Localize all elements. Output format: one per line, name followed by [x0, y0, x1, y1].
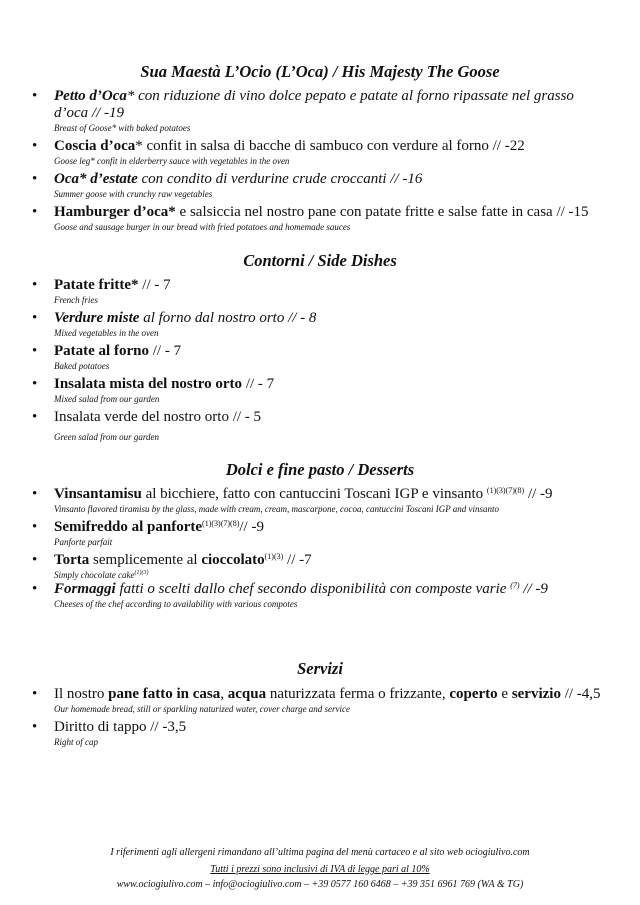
menu-item-formaggi — [32, 581, 594, 610]
bullet-icon: • — [32, 277, 38, 293]
section-title-desserts: Dolci e fine pasto / Desserts — [225, 460, 415, 479]
menu-item-title: Oca* d’estate con condito di verdurine crude croccanti // -16 — [54, 171, 423, 187]
menu-item-title: Torta semplicemente al cioccolato$^{(1)(3)}$ // -7 — [54, 552, 312, 568]
menu-item-patate-fritte — [32, 277, 594, 306]
footer-allergen-note: I riferimenti agli allergeni rimandano all’ultima pagina del menù cartaceo e al sito web ociogiulivo.com — [110, 847, 530, 858]
bullet-icon: • — [32, 310, 38, 326]
menu-item-title: Patate al forno // - 7 — [54, 343, 182, 359]
menu-item-torta — [32, 552, 594, 581]
bullet-icon: • — [32, 138, 38, 154]
section-title-goose: Sua Maestà L’Ocio (L’Oca) / His Majesty The Goose — [140, 62, 500, 81]
bullet-icon: • — [32, 409, 38, 425]
menu-item-hamburger-doca — [32, 204, 594, 233]
menu-item-title: Semifreddo al panforte$^{(1)(3)(7)(8)}$// -9 — [54, 519, 264, 535]
menu-item-insalata-mista — [32, 376, 594, 405]
bullet-icon: • — [32, 719, 38, 735]
menu-item-translation: Goose and sausage burger in our bread with fried potatoes and homemade sauces — [54, 222, 351, 232]
menu-item-translation: French fries — [54, 295, 98, 305]
bullet-icon: • — [32, 88, 38, 104]
menu-item-translation: Cheeses of the chef according to availability with various compotes — [54, 599, 298, 609]
menu-item-translation: Summer goose with crunchy raw vegetables — [54, 189, 213, 199]
menu-item-translation: Vinsanto flavored tiramisu by the glass, made with cream, cream, mascarpone, cocoa, cantuccini Toscani IGP and vinsanto — [54, 504, 500, 514]
menu-item-insalata-verde — [32, 409, 594, 443]
menu-item-oca-destate — [32, 171, 594, 200]
menu-item-petto-doca — [32, 88, 594, 134]
menu-item-title: Verdure miste al forno dal nostro orto // - 8 — [54, 310, 317, 326]
menu-item-patate-al-forno — [32, 343, 594, 372]
bullet-icon: • — [32, 686, 38, 702]
bullet-icon: • — [32, 486, 38, 502]
section-title-services: Servizi — [297, 659, 343, 678]
section-title-sides: Contorni / Side Dishes — [243, 251, 397, 270]
bullet-icon: • — [32, 552, 38, 568]
menu-item-title: Diritto di tappo // -3,5 — [54, 719, 187, 735]
menu-item-title: Petto d’Oca* con riduzione di vino dolce pepato e patate al forno ripassate nel grasso d’oca // -19 — [54, 88, 574, 121]
bullet-icon: • — [32, 171, 38, 187]
menu-item-translation: Mixed vegetables in the oven — [54, 328, 159, 338]
menu-item-title: Il nostro pane fatto in casa, acqua naturizzata ferma o frizzante, coperto e servizio // -4,5 — [54, 686, 601, 702]
menu-item-verdure-miste — [32, 310, 594, 339]
bullet-icon: • — [32, 204, 38, 220]
menu-item-translation: Right of cap — [54, 737, 98, 747]
menu-item-coscia-doca — [32, 138, 594, 167]
menu-item-diritto-di-tappo — [32, 719, 594, 748]
menu-item-translation: Mixed salad from our garden — [54, 394, 160, 404]
bullet-icon: • — [32, 519, 38, 535]
menu-item-translation: Green salad from our garden — [54, 432, 159, 442]
menu-item-semifreddo — [32, 519, 594, 548]
menu-item-title: Formaggi fatti o scelti dallo chef secondo disponibilità con composte varie $^{(7)}$ // -9 — [54, 581, 548, 597]
footer-contacts: www.ociogiulivo.com – info@ociogiulivo.com – +39 0577 160 6468 – +39 351 6961 769 (WA & TG) — [116, 879, 524, 890]
menu-item-translation: Baked potatoes — [54, 361, 110, 371]
menu-item-translation: Goose leg* confit in elderberry sauce with vegetables in the oven — [54, 156, 290, 166]
menu-item-translation: Simply chocolate cake$^{(1)(3)}$ — [54, 570, 149, 580]
menu-item-title: Patate fritte* // - 7 — [54, 277, 171, 293]
menu-item-translation: Breast of Goose* with baked potatoes — [54, 123, 191, 133]
menu-item-coperto — [32, 686, 624, 715]
menu-item-title: Hamburger d’oca* e salsiccia nel nostro pane con patate fritte e salse fatte in casa // -15 — [54, 204, 589, 220]
menu-item-title: Insalata mista del nostro orto // - 7 — [54, 376, 275, 392]
menu-item-translation: Panforte parfait — [54, 537, 113, 547]
menu-item-title: Coscia d’oca* confit in salsa di bacche di sambuco con verdure al forno // -22 — [54, 138, 525, 154]
menu-item-vinsantamisu — [32, 486, 614, 515]
menu-item-title: Insalata verde del nostro orto // - 5 — [54, 409, 262, 425]
menu-item-translation: Our homemade bread, still or sparkling naturized water, cover charge and service — [54, 704, 351, 714]
bullet-icon: • — [32, 343, 38, 359]
footer-vat-note: Tutti i prezzi sono inclusivi di IVA di legge pari al 10% — [210, 864, 430, 875]
bullet-icon: • — [32, 376, 38, 392]
bullet-icon: • — [32, 581, 38, 597]
menu-item-title: Vinsantamisu al bicchiere, fatto con cantuccini Toscani IGP e vinsanto $^{(1)(3)(7)(8)}$ // -9 — [54, 486, 553, 502]
